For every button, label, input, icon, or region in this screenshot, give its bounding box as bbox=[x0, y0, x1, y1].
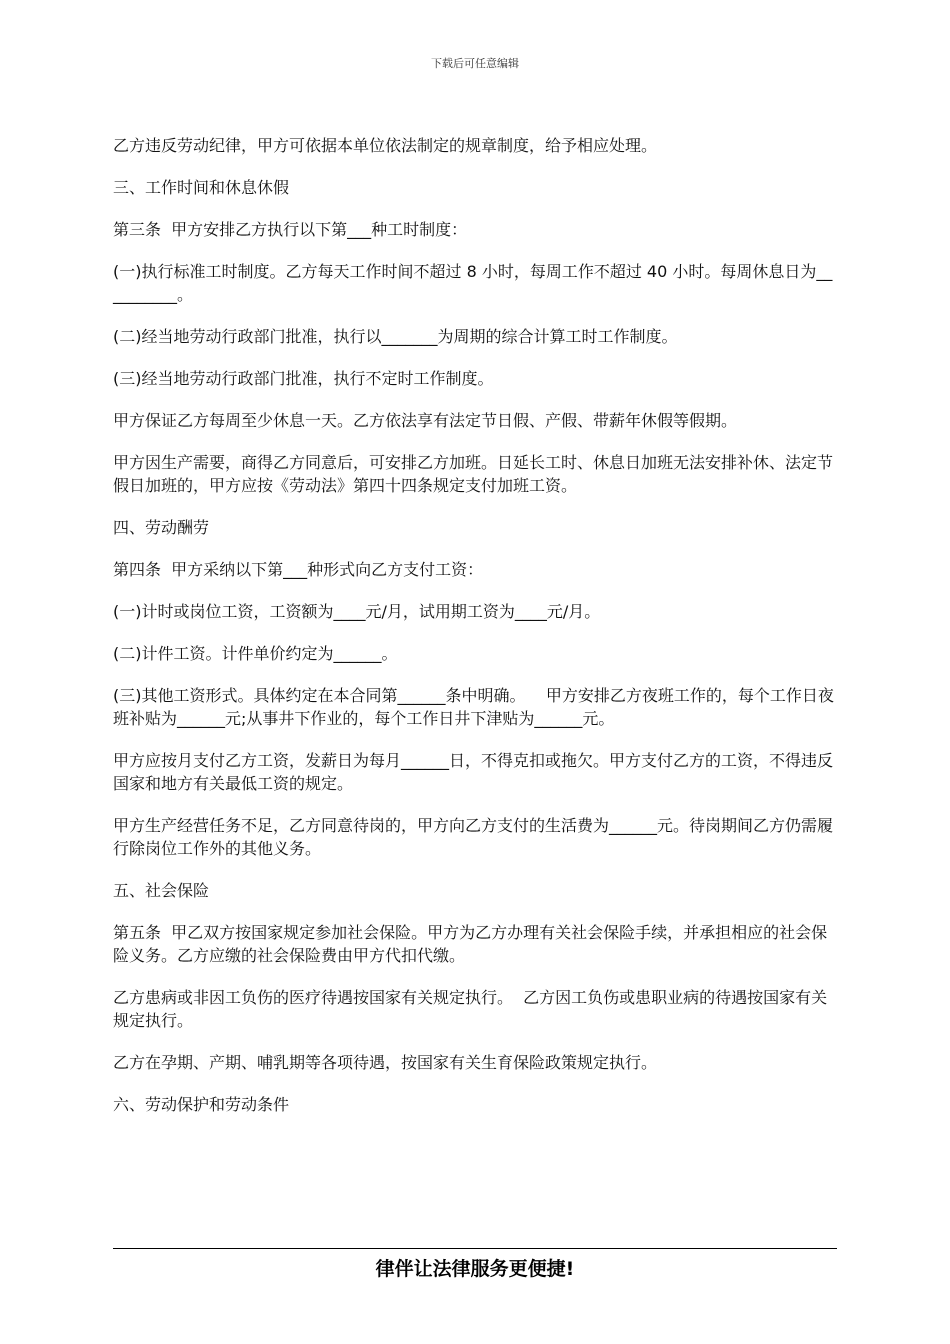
document-body bbox=[113, 134, 835, 1135]
section-heading-social-insurance: 五、社会保险 bbox=[113, 881, 210, 900]
article-4: 第四条 甲方采纳以下第___种形式向乙方支付工资： bbox=[113, 560, 484, 579]
footer-slogan: 律伴让法律服务更便捷! bbox=[375, 1258, 575, 1280]
article-3-item-1: (一)执行标准工时制度。乙方每天工作时间不超过 8 小时，每周工作不超过 40 小时。每周休息日为__________。 bbox=[113, 262, 833, 304]
article-3-item-3: (三)经当地劳动行政部门批准，执行不定时工作制度。 bbox=[113, 369, 494, 388]
section-heading-work-hours: 三、工作时间和休息休假 bbox=[113, 178, 290, 197]
article-4-item-3: (三)其他工资形式。具体约定在本合同第______条中明确。 甲方安排乙方夜班工作的，每个工作日夜班补贴为______元;从事井下作业的，每个工作日井下津贴为______元。 bbox=[113, 686, 834, 728]
paragraph-medical: 乙方患病或非因工负伤的医疗待遇按国家有关规定执行。 乙方因工负伤或患职业病的待遇按国家有关规定执行。 bbox=[113, 988, 828, 1030]
article-3-item-2: (二)经当地劳动行政部门批准，执行以_______为周期的综合计算工时工作制度。 bbox=[113, 327, 678, 346]
header-note: 下载后可任意编辑 bbox=[431, 57, 519, 70]
article-3: 第三条 甲方安排乙方执行以下第___种工时制度： bbox=[113, 220, 468, 239]
paragraph-discipline: 乙方违反劳动纪律，甲方可依据本单位依法制定的规章制度，给予相应处理。 bbox=[113, 136, 658, 155]
paragraph-overtime: 甲方因生产需要，商得乙方同意后，可安排乙方加班。日延长工时、休息日加班无法安排补休、法定节假日加班的，甲方应按《劳动法》第四十四条规定支付加班工资。 bbox=[113, 453, 834, 495]
paragraph-rest-days: 甲方保证乙方每周至少休息一天。乙方依法享有法定节日假、产假、带薪年休假等假期。 bbox=[113, 411, 738, 430]
footer-divider bbox=[113, 1248, 837, 1249]
article-5: 第五条 甲乙双方按国家规定参加社会保险。甲方为乙方办理有关社会保险手续，并承担相应的社会保险义务。乙方应缴的社会保险费由甲方代扣代缴。 bbox=[113, 923, 828, 965]
paragraph-maternity: 乙方在孕期、产期、哺乳期等各项待遇，按国家有关生育保险政策规定执行。 bbox=[113, 1053, 658, 1072]
paragraph-standby: 甲方生产经营任务不足，乙方同意待岗的，甲方向乙方支付的生活费为______元。待岗期间乙方仍需履行除岗位工作外的其他义务。 bbox=[113, 816, 834, 858]
section-heading-labor-protection: 六、劳动保护和劳动条件 bbox=[113, 1095, 290, 1114]
paragraph-payday: 甲方应按月支付乙方工资，发薪日为每月______日，不得克扣或拖欠。甲方支付乙方的工资，不得违反国家和地方有关最低工资的规定。 bbox=[113, 751, 834, 793]
article-4-item-1: (一)计时或岗位工资，工资额为____元/月，试用期工资为____元/月。 bbox=[113, 602, 601, 621]
article-4-item-2: (二)计件工资。计件单价约定为______。 bbox=[113, 644, 398, 663]
section-heading-remuneration: 四、劳动酬劳 bbox=[113, 518, 210, 537]
